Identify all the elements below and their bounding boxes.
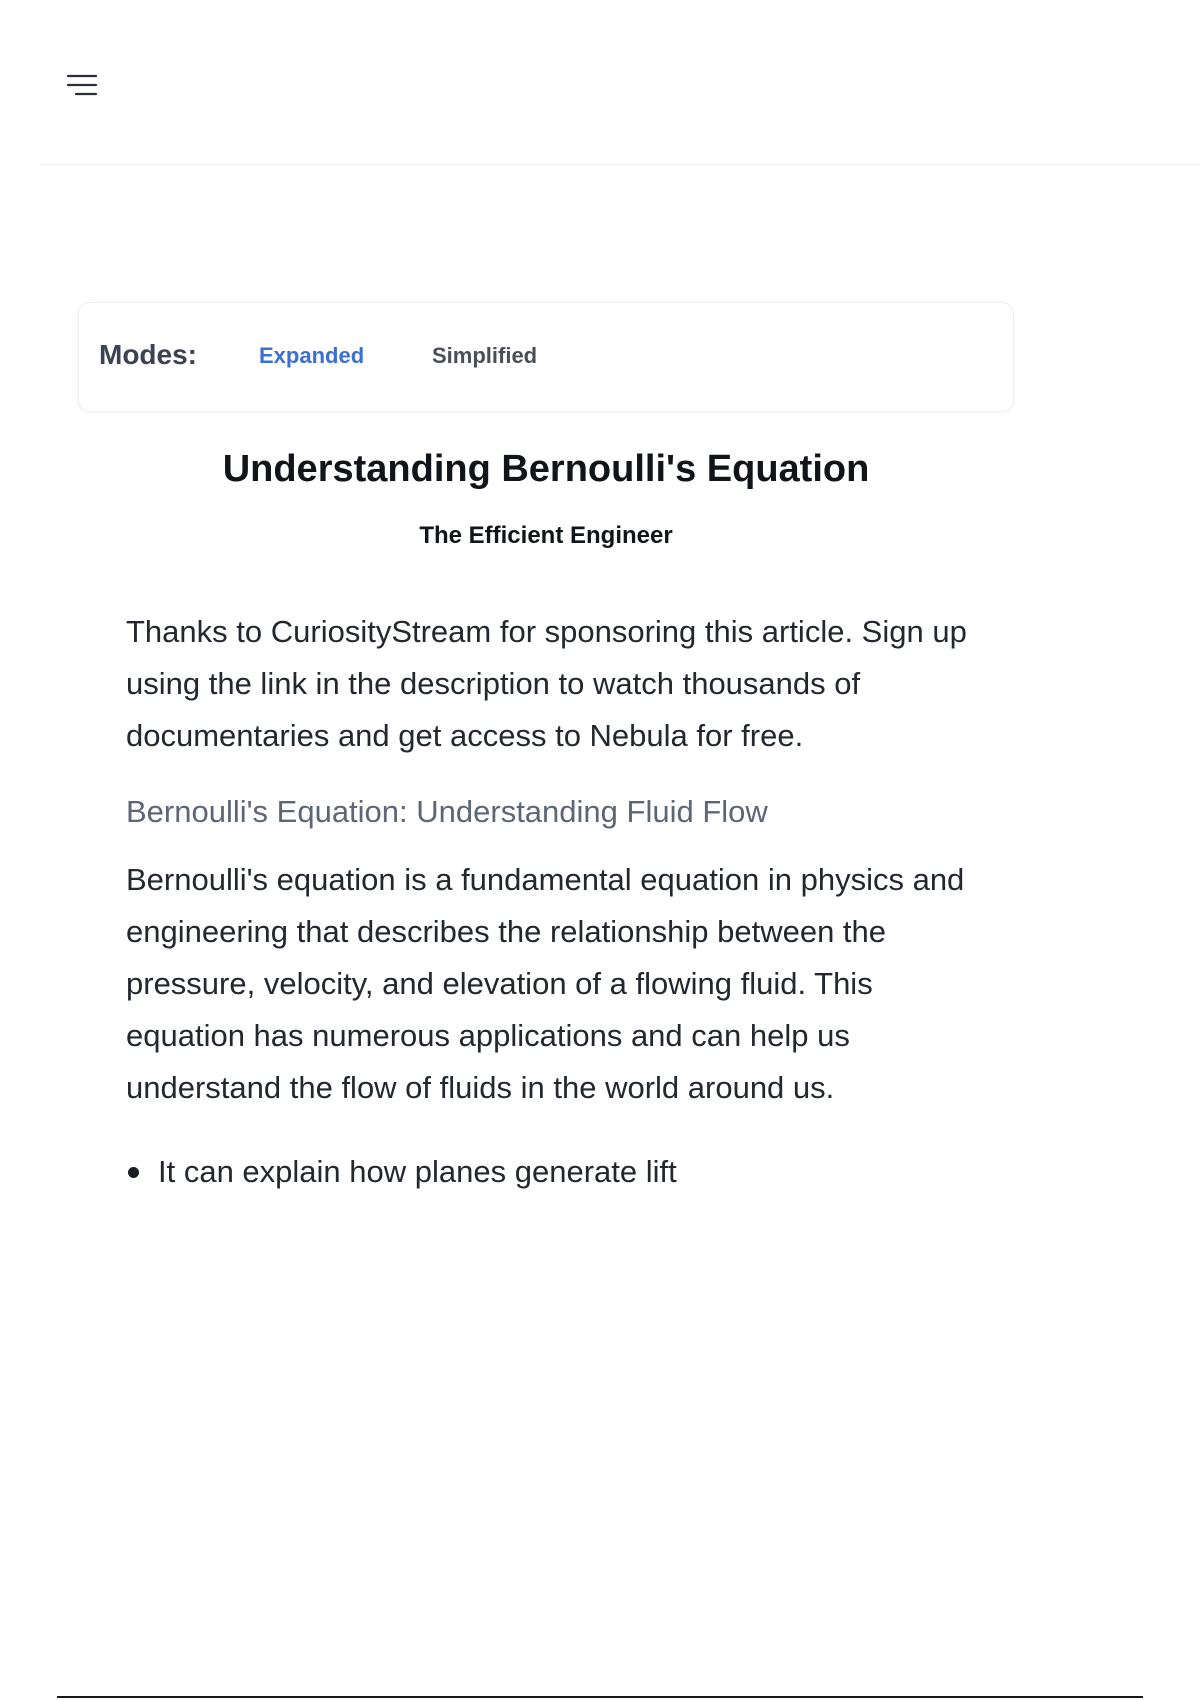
sponsor-paragraph: Thanks to CuriosityStream for sponsoring this article. Sign up using the link in the description to watch thousands of documentaries and get access to Nebula for free. bbox=[126, 614, 967, 753]
mode-expanded-button[interactable]: Expanded bbox=[259, 343, 365, 368]
top-bar bbox=[40, 0, 1200, 165]
list-item bbox=[126, 1146, 986, 1198]
list-item-text: It can explain how planes generate lift bbox=[158, 1154, 677, 1189]
article-title: Understanding Bernoulli's Equation bbox=[222, 448, 870, 490]
article-author: The Efficient Engineer bbox=[419, 522, 673, 549]
body-paragraph: Bernoulli's equation is a fundamental equation in physics and engineering that describes the relationship between the pressure, velocity, and elevation of a flowing fluid. This equation has numerous applications and can help us understand the flow of fluids in the world around us. bbox=[126, 862, 965, 1105]
bottom-divider bbox=[57, 1696, 1143, 1698]
hamburger-menu-icon bbox=[64, 70, 100, 100]
menu-button[interactable] bbox=[64, 70, 100, 100]
bullet-dot-icon bbox=[128, 1167, 139, 1178]
modes-label: Modes: bbox=[99, 339, 197, 370]
mode-simplified-button[interactable]: Simplified bbox=[432, 343, 538, 368]
section-heading: Bernoulli's Equation: Understanding Fluid Flow bbox=[126, 794, 768, 829]
modes-selector bbox=[78, 302, 1014, 412]
article-content bbox=[126, 606, 986, 1198]
bullet-list bbox=[126, 1146, 986, 1198]
